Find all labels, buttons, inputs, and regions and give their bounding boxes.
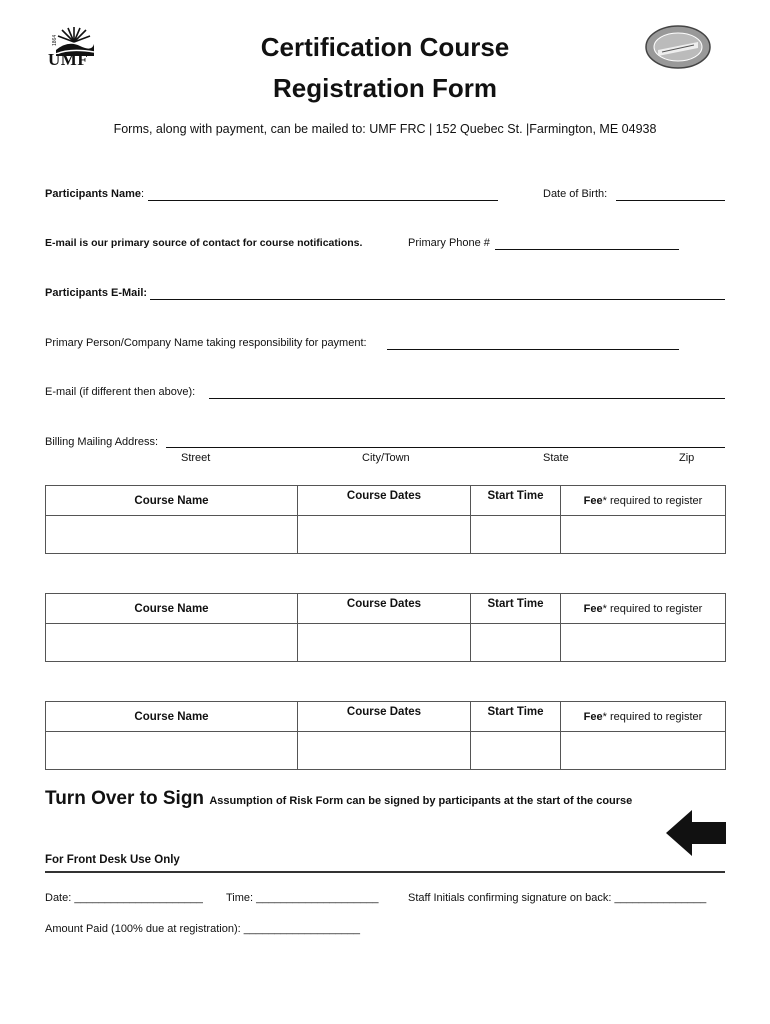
- col-course-dates: Course Dates: [298, 594, 471, 624]
- payer-name-label: Primary Person/Company Name taking responsibility for payment:: [45, 337, 367, 349]
- alt-email-label: E-mail (if different then above):: [45, 386, 196, 398]
- col-start-time: Start Time: [471, 594, 561, 624]
- course-table-3: [45, 701, 726, 770]
- page-title-line2: Registration Form: [273, 73, 497, 103]
- dob-label: Date of Birth:: [543, 188, 608, 200]
- page-title-line1: Certification Course: [260, 32, 510, 62]
- participant-name-field[interactable]: [148, 200, 498, 201]
- fee-cell[interactable]: [561, 516, 726, 554]
- col-start-time: Start Time: [471, 702, 561, 732]
- turn-over-note: Assumption of Risk Form can be signed by participants at the start of the course: [209, 795, 633, 807]
- col-start-time: Start Time: [471, 486, 561, 516]
- participant-name-label: Participants Name:: [45, 188, 145, 200]
- col-course-dates: Course Dates: [298, 702, 471, 732]
- col-course-dates: Course Dates: [298, 486, 471, 516]
- col-course-name: Course Name: [46, 594, 298, 624]
- course-name-cell[interactable]: [46, 516, 298, 554]
- svg-text:1864: 1864: [52, 34, 58, 46]
- front-desk-staff-initials[interactable]: Staff Initials confirming signature on back: _______________: [408, 892, 707, 904]
- participant-email-label: Participants E-Mail:: [45, 287, 148, 299]
- front-desk-amount-paid[interactable]: Amount Paid (100% due at registration): ___________________: [45, 923, 360, 935]
- course-name-cell[interactable]: [46, 732, 298, 770]
- billing-address-label: Billing Mailing Address:: [45, 436, 159, 448]
- col-fee: Fee* required to register: [561, 486, 726, 516]
- email-note: E-mail is our primary source of contact for course notifications.: [45, 237, 363, 249]
- col-course-name: Course Name: [46, 486, 298, 516]
- address-city-label: City/Town: [362, 452, 410, 464]
- course-name-cell[interactable]: [46, 624, 298, 662]
- course-dates-cell[interactable]: [298, 732, 471, 770]
- start-time-cell[interactable]: [471, 516, 561, 554]
- start-time-cell[interactable]: [471, 624, 561, 662]
- participant-email-field[interactable]: [150, 299, 725, 300]
- turn-over-heading: Turn Over to Sign Assumption of Risk Form can be signed by participants at the start of the course: [45, 788, 633, 809]
- start-time-cell[interactable]: [471, 732, 561, 770]
- payer-name-field[interactable]: [387, 349, 679, 350]
- course-table-1: [45, 485, 726, 554]
- col-fee: Fee* required to register: [561, 594, 726, 624]
- mailing-note: Forms, along with payment, can be mailed to: UMF FRC | 152 Quebec St. |Farmington, ME 04938: [113, 122, 657, 136]
- address-street-label: Street: [181, 452, 211, 464]
- primary-phone-field[interactable]: [495, 249, 679, 250]
- divider: [45, 871, 725, 873]
- umf-logo-text: UMF: [48, 50, 89, 69]
- course-dates-cell[interactable]: [298, 516, 471, 554]
- fee-cell[interactable]: [561, 732, 726, 770]
- front-desk-heading: For Front Desk Use Only: [45, 854, 180, 866]
- address-state-label: State: [543, 452, 569, 464]
- front-desk-time[interactable]: Time: ____________________: [226, 892, 379, 904]
- address-zip-label: Zip: [679, 452, 695, 464]
- course-table-2: [45, 593, 726, 662]
- billing-address-field[interactable]: [166, 447, 725, 448]
- course-dates-cell[interactable]: [298, 624, 471, 662]
- arrow-left-icon: [666, 810, 726, 856]
- col-course-name: Course Name: [46, 702, 298, 732]
- dob-field[interactable]: [616, 200, 725, 201]
- fee-cell[interactable]: [561, 624, 726, 662]
- front-desk-date[interactable]: Date: _____________________: [45, 892, 203, 904]
- col-fee: Fee* required to register: [561, 702, 726, 732]
- primary-phone-label: Primary Phone #: [408, 237, 490, 249]
- alt-email-field[interactable]: [209, 398, 725, 399]
